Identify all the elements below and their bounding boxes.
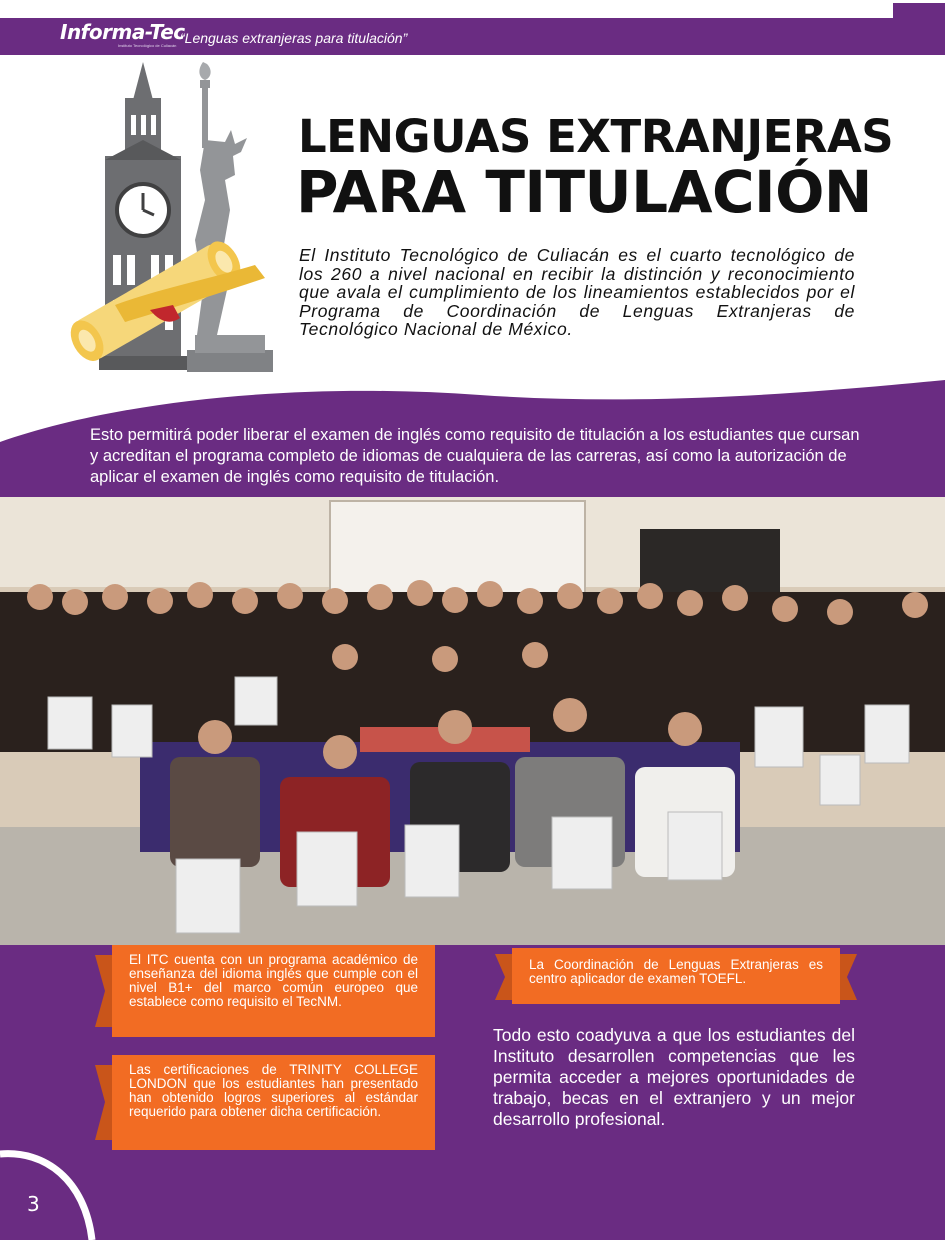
liberty-torch-icon xyxy=(199,62,210,80)
page-corner-arc xyxy=(0,1150,100,1240)
clock-tower-spire xyxy=(133,62,153,100)
callout-ribbon-2 xyxy=(95,1055,440,1150)
page-number: 3 xyxy=(27,1192,40,1216)
group-photo xyxy=(0,497,945,945)
title-line-1: LENGUAS EXTRANJERAS xyxy=(298,110,894,163)
body-paragraph: Esto permitirá poder liberar el examen de inglés como requisito de titulación a los estudiantes que cursan y acreditan el programa completo de idiomas de cualquiera de las carreras, así como la autorización de aplicar el examen de inglés como requisito de titulación. xyxy=(90,426,860,486)
logo-subtitle: Instituto Tecnológico de Culiacán xyxy=(118,43,177,48)
callout-text-2: Las certificaciones de TRINITY COLLEGE LONDON que los estudiantes han presentado han obtenido logros superiores al estándar requerido para obtener dicha certificación. xyxy=(112,1055,435,1150)
header-corner-block xyxy=(893,3,945,55)
statue-pedestal xyxy=(187,350,273,372)
callout-ribbon-1 xyxy=(95,945,440,1037)
title-line-2: PARA TITULACIÓN xyxy=(296,158,872,226)
intro-paragraph: El Instituto Tecnológico de Culiacán es el cuarto tecnológico de los 260 a nivel nacional en recibir la distinción y reconocimiento que avala el cumplimiento de los lineamientos establecidos por el Programa de Coordinación de Lenguas Extranjeras de Tecnológico Nacional de México. xyxy=(299,245,855,339)
callout-ribbon-3 xyxy=(495,948,857,1004)
callout-text-3: La Coordinación de Lenguas Extranjeras es centro aplicador de examen TOEFL. xyxy=(512,948,840,1004)
landmarks-illustration xyxy=(55,60,290,380)
closing-paragraph: Todo esto coadyuva a que los estudiantes del Instituto desarrollen competencias que les permita acceder a mejores oportunidades de trabajo, becas en el extranjero y un mejor desarrollo profesional. xyxy=(493,1025,855,1129)
header-caption: “Lenguas extranjeras para titulación” xyxy=(180,30,408,46)
callout-text-1: El ITC cuenta con un programa académico de enseñanza del idioma inglés que cumple con el nivel B1+ del marco común europeo que establece como requisito el TecNM. xyxy=(112,945,435,1037)
informa-tec-logo: Informa-Tec xyxy=(60,20,185,44)
